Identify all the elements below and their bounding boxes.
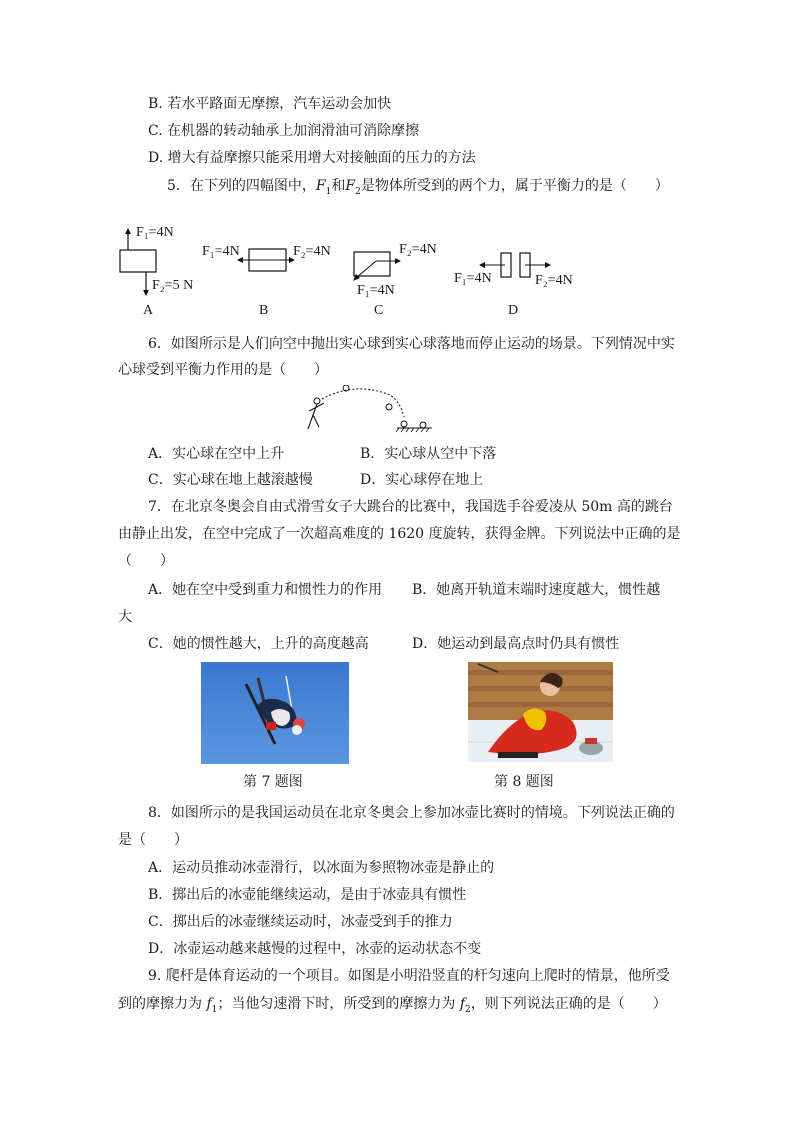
q6-option-c: C．实心球在地上越滚越慢 — [148, 472, 313, 488]
skier-illustration — [201, 662, 349, 764]
q4-option-b: B. 若水平路面无摩擦，汽车运动会加快 — [148, 96, 392, 112]
q7-option-c: C．她的惯性越大，上升的高度越高 — [148, 636, 369, 652]
q5-figure-d — [452, 243, 602, 325]
q7-option-a: A．她在空中受到重力和惯性力的作用 — [148, 582, 383, 598]
q4-option-d: D. 增大有益摩擦只能采用增大对接触面的压力的方法 — [148, 150, 476, 166]
figure-label-c: C — [374, 303, 384, 318]
figure-label-b: B — [259, 303, 269, 318]
q9-stem-line2: 到的摩擦力为 $f_1$；当他匀速滑下时，所受到的摩擦力为 $f_2$，则下列说法正确的是（ ） — [118, 996, 667, 1015]
q5-figure-c — [340, 235, 460, 325]
force-label-f2: F₂=5 N — [152, 278, 194, 293]
figure-label-a: A — [143, 303, 154, 318]
q8-curling-photo — [468, 662, 613, 762]
shot-put-trajectory — [300, 385, 450, 440]
force-label-f1: F₁=4N — [136, 225, 174, 240]
force-label-f2: F₂=4N — [535, 273, 573, 288]
q8-option-d: D．冰壶运动越来越慢的过程中，冰壶的运动状态不变 — [148, 941, 482, 957]
figure-label-d: D — [508, 303, 519, 318]
q7-stem-line3: （ ） — [118, 553, 174, 569]
force-label-f2: F₂=4N — [399, 242, 437, 257]
q7-skier-photo — [201, 662, 349, 764]
q7-stem-line2: 由静止出发，在空中完成了一次超高难度的 1620 度旋转，获得金牌。下列说法中正确的是 — [118, 526, 681, 542]
q4-option-c: C. 在机器的转动轴承上加润滑油可消除摩擦 — [148, 123, 420, 139]
q8-option-a: A．运动员推动冰壶滑行，以冰面为参照物冰壶是静止的 — [148, 860, 495, 876]
q7-option-b: B．她离开轨道末端时速度越大，惯性越 — [412, 582, 661, 598]
curling-illustration — [468, 662, 613, 762]
q7-option-d: D．她运动到最高点时仍具有惯性 — [412, 636, 620, 652]
q7-stem-line1: 7．在北京冬奥会自由式滑雪女子大跳台的比赛中，我国选手谷爱凌从 50m 高的跳台 — [148, 499, 673, 515]
q8-stem-line2: 是（ ） — [118, 832, 188, 848]
q8-option-b: B．掷出后的冰壶能继续运动，是由于冰壶具有惯性 — [148, 887, 467, 903]
q8-option-c: C．掷出后的冰壶继续运动时，冰壶受到手的推力 — [148, 914, 453, 930]
q6-stem-line1: 6．如图所示是人们向空中抛出实心球到实心球落地而停止运动的场景。下列情况中实 — [148, 336, 675, 352]
q5-stem: 5．在下列的四幅图中，$F_1$和$F_2$是物体所受到的两个力，属于平衡力的是（ ） — [167, 178, 669, 197]
q6-option-b: B．实心球从空中下落 — [360, 446, 497, 462]
figure-7-caption: 第 7 题图 — [243, 774, 303, 790]
q6-stem-line2: 心球受到平衡力作用的是（ ） — [118, 362, 328, 378]
force-label-f2: F₂=4N — [293, 244, 331, 259]
q8-stem-line1: 8．如图所示的是我国运动员在北京冬奥会上参加冰壶比赛时的情境。下列说法正确的 — [148, 805, 675, 821]
force-label-f1: F₁=4N — [454, 271, 492, 286]
q6-option-a: A．实心球在空中上升 — [148, 446, 285, 462]
q5-figure-b — [200, 235, 350, 325]
q9-stem-line1: 9. 爬杆是体育运动的一个项目。如图是小明沿竖直的杆匀速向上爬时的情景，他所受 — [148, 968, 670, 984]
force-label-f1: F₁=4N — [357, 283, 395, 298]
force-label-f1: F₁=4N — [202, 244, 240, 259]
q7-option-b-cont: 大 — [118, 609, 132, 625]
q6-shot-put-diagram — [300, 385, 450, 440]
figure-8-caption: 第 8 题图 — [494, 774, 554, 790]
q6-option-d: D．实心球停在地上 — [360, 472, 484, 488]
